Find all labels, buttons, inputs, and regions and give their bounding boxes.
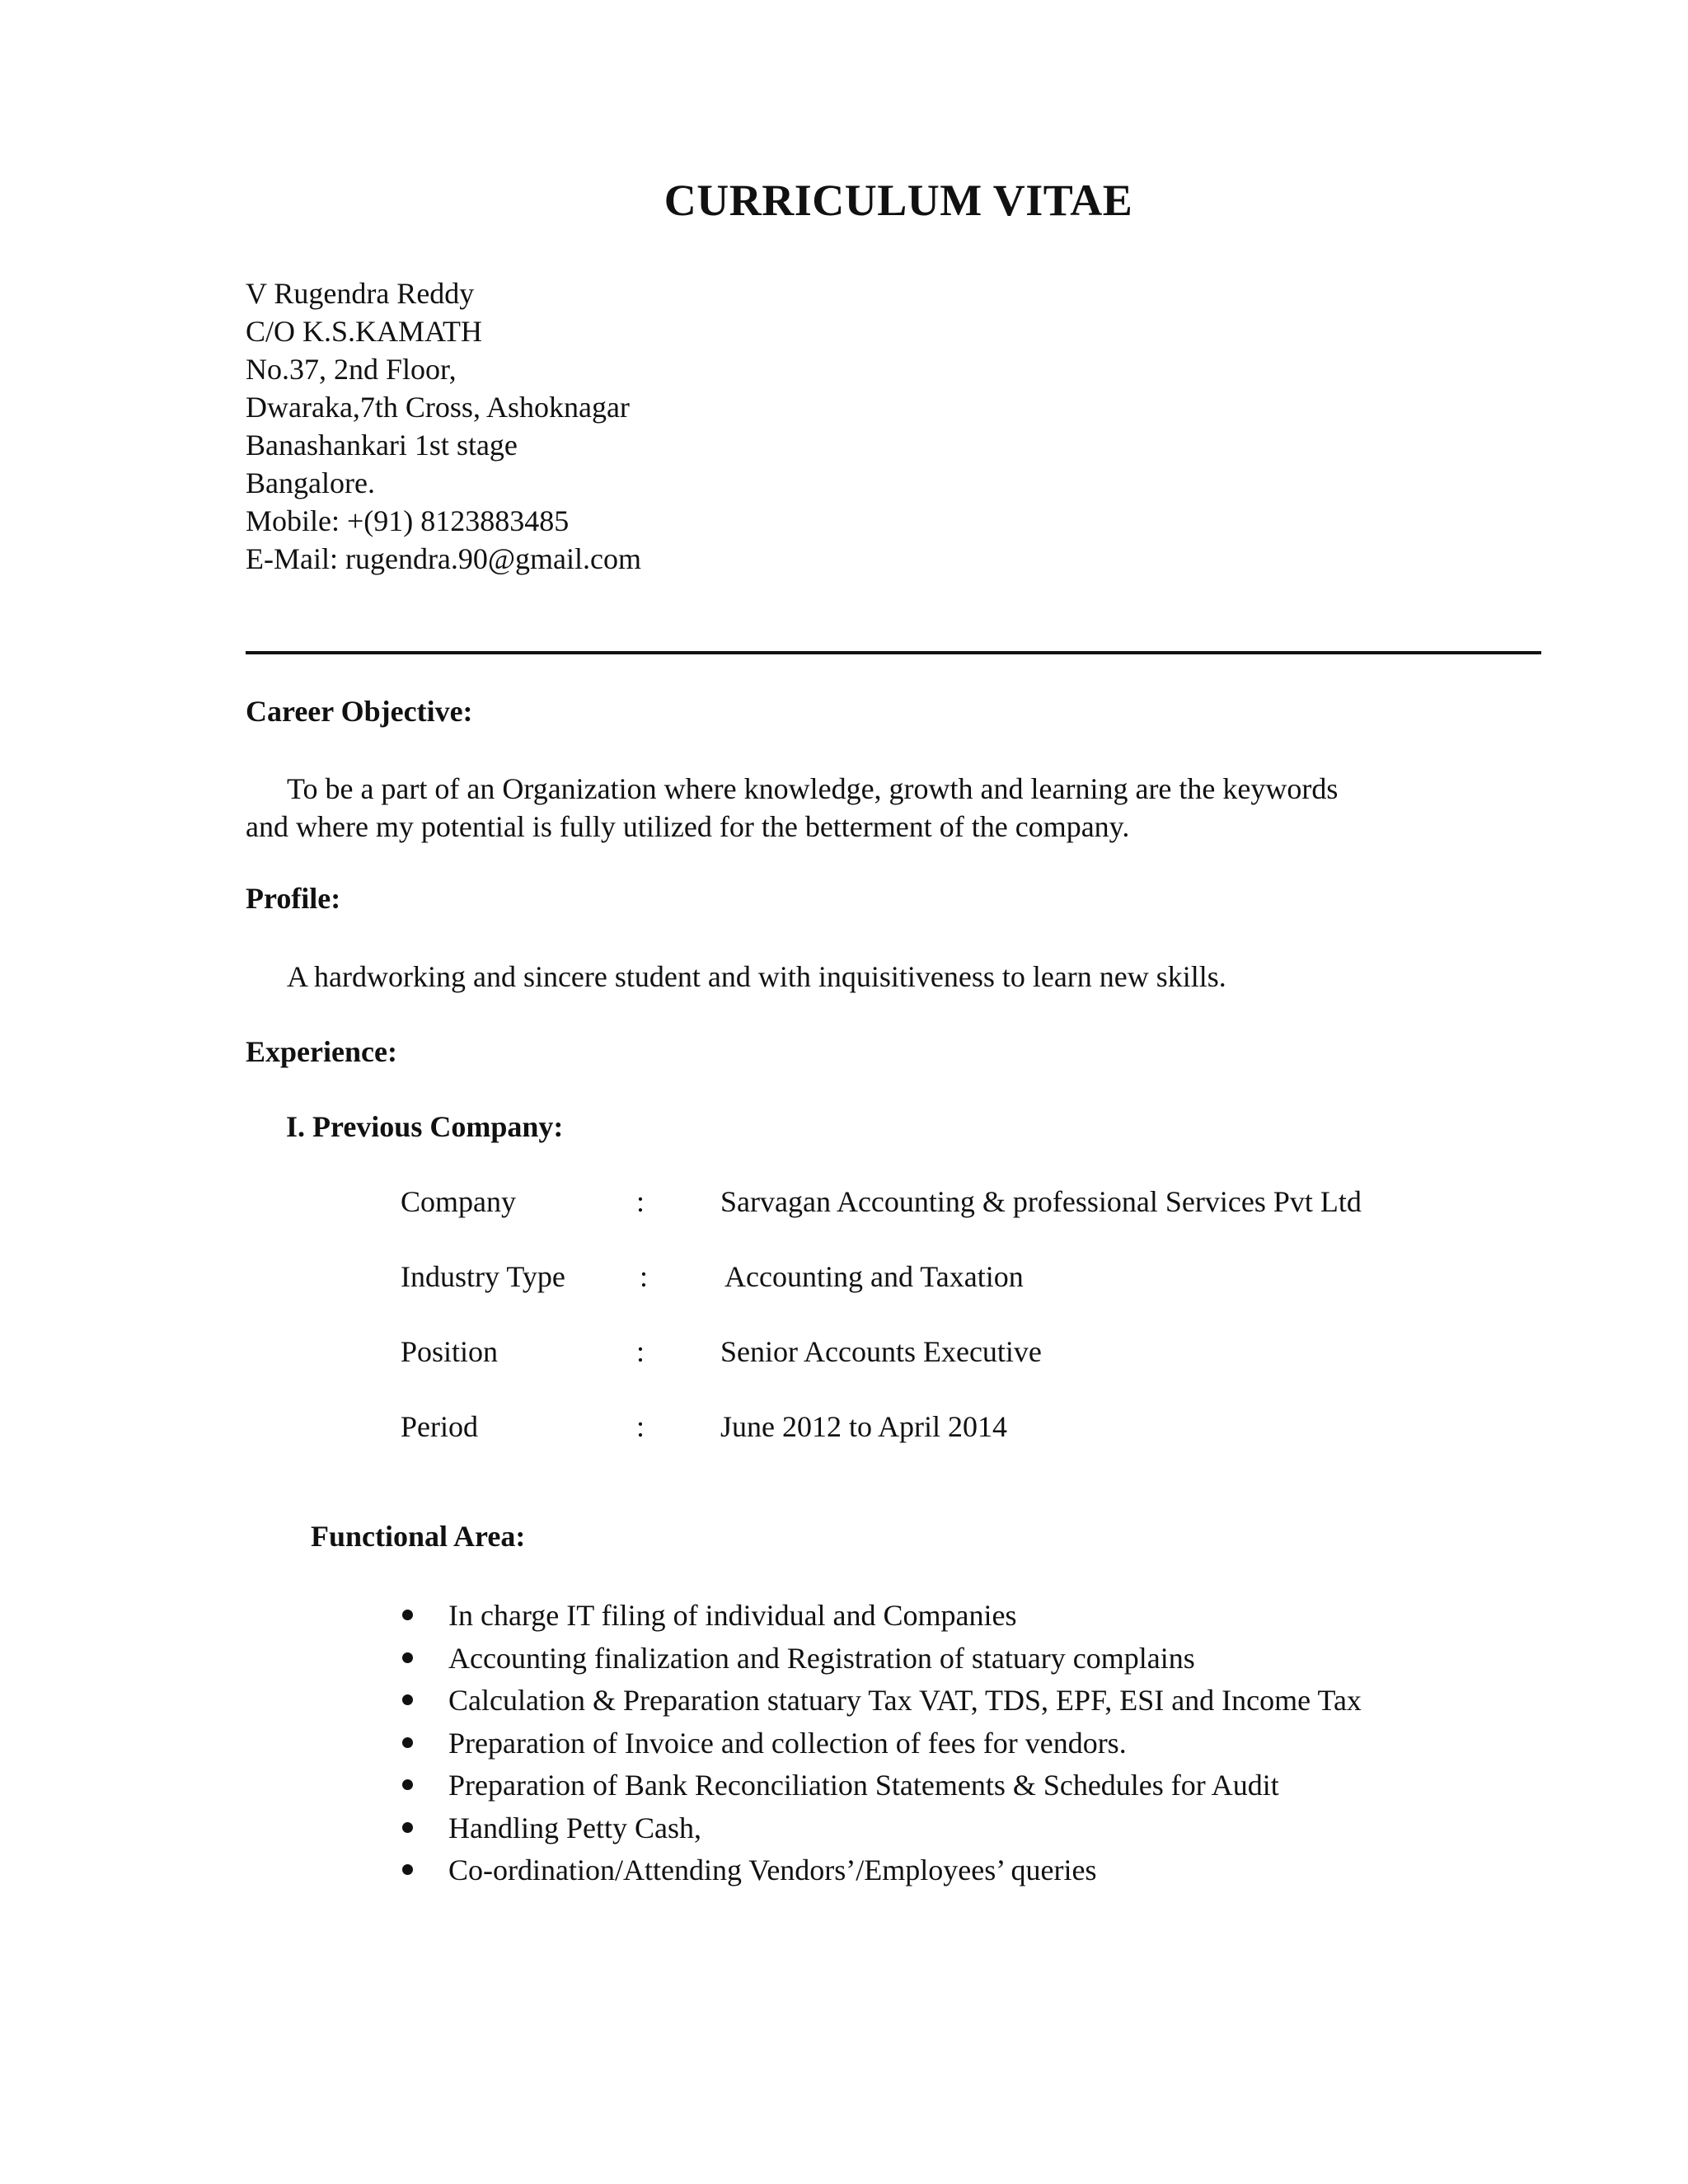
career-objective-text	[246, 770, 1338, 846]
email-address: E-Mail: rugendra.90@gmail.com	[246, 542, 642, 575]
profile-heading: Profile:	[246, 882, 341, 915]
functional-area-list	[401, 1595, 1362, 1892]
address-line: No.37, 2nd Floor,	[246, 353, 457, 386]
detail-label: Industry Type	[401, 1260, 565, 1293]
list-item-text: Co-ordination/Attending Vendors’/Employees’ queries	[448, 1854, 1097, 1886]
list-item	[401, 1849, 1362, 1892]
list-item	[401, 1595, 1362, 1638]
bullet-icon	[402, 1652, 413, 1663]
bullet-icon	[402, 1610, 413, 1620]
candidate-name: V Rugendra Reddy	[246, 277, 475, 310]
detail-colon: :	[636, 1335, 645, 1368]
list-item-text: In charge IT filing of individual and Companies	[448, 1599, 1017, 1632]
career-objective-heading: Career Objective:	[246, 695, 473, 728]
detail-value: Senior Accounts Executive	[720, 1335, 1042, 1368]
detail-colon: :	[636, 1410, 645, 1443]
list-item	[401, 1680, 1362, 1722]
list-item-text: Accounting finalization and Registration of statuary complains	[448, 1641, 1195, 1675]
profile-text	[246, 958, 1226, 996]
horizontal-divider	[246, 651, 1541, 654]
list-item-text: Preparation of Invoice and collection of fees for vendors.	[448, 1726, 1127, 1760]
detail-value: Sarvagan Accounting & professional Services Pvt Ltd	[720, 1185, 1362, 1218]
list-item	[401, 1807, 1362, 1850]
mobile-number: Mobile: +(91) 8123883485	[246, 504, 570, 537]
career-objective-line: and where my potential is fully utilized for the betterment of the company.	[246, 810, 1130, 843]
address-line: C/O K.S.KAMATH	[246, 315, 483, 348]
profile-line: A hardworking and sincere student and with inquisitiveness to learn new skills.	[287, 960, 1226, 993]
list-item	[401, 1765, 1362, 1807]
bullet-icon	[402, 1694, 413, 1705]
list-item-text: Handling Petty Cash,	[448, 1811, 701, 1844]
career-objective-line: To be a part of an Organization where knowledge, growth and learning are the keywords	[287, 772, 1339, 805]
detail-label: Position	[401, 1335, 499, 1368]
address-line: Dwaraka,7th Cross, Ashoknagar	[246, 391, 630, 424]
bullet-icon	[402, 1737, 413, 1748]
functional-area-heading: Functional Area:	[311, 1520, 526, 1553]
detail-colon: :	[640, 1260, 649, 1293]
list-item	[401, 1722, 1362, 1765]
detail-label: Period	[401, 1410, 478, 1443]
list-item-text: Calculation & Preparation statuary Tax VAT, TDS, EPF, ESI and Income Tax	[448, 1684, 1362, 1717]
address-line: Bangalore.	[246, 466, 375, 499]
address-block	[246, 274, 641, 578]
detail-value: June 2012 to April 2014	[720, 1410, 1007, 1443]
bullet-icon	[402, 1779, 413, 1790]
detail-label: Company	[401, 1185, 516, 1218]
experience-heading: Experience:	[246, 1035, 397, 1068]
detail-colon: :	[636, 1185, 645, 1218]
document-title: CURRICULUM VITAE	[663, 176, 1133, 225]
address-line: Banashankari 1st stage	[246, 429, 518, 462]
list-item	[401, 1638, 1362, 1680]
previous-company-heading: I. Previous Company:	[286, 1110, 564, 1143]
list-item-text: Preparation of Bank Reconciliation Statements & Schedules for Audit	[448, 1769, 1279, 1802]
bullet-icon	[402, 1822, 413, 1833]
detail-value: Accounting and Taxation	[724, 1260, 1024, 1293]
bullet-icon	[402, 1864, 413, 1875]
